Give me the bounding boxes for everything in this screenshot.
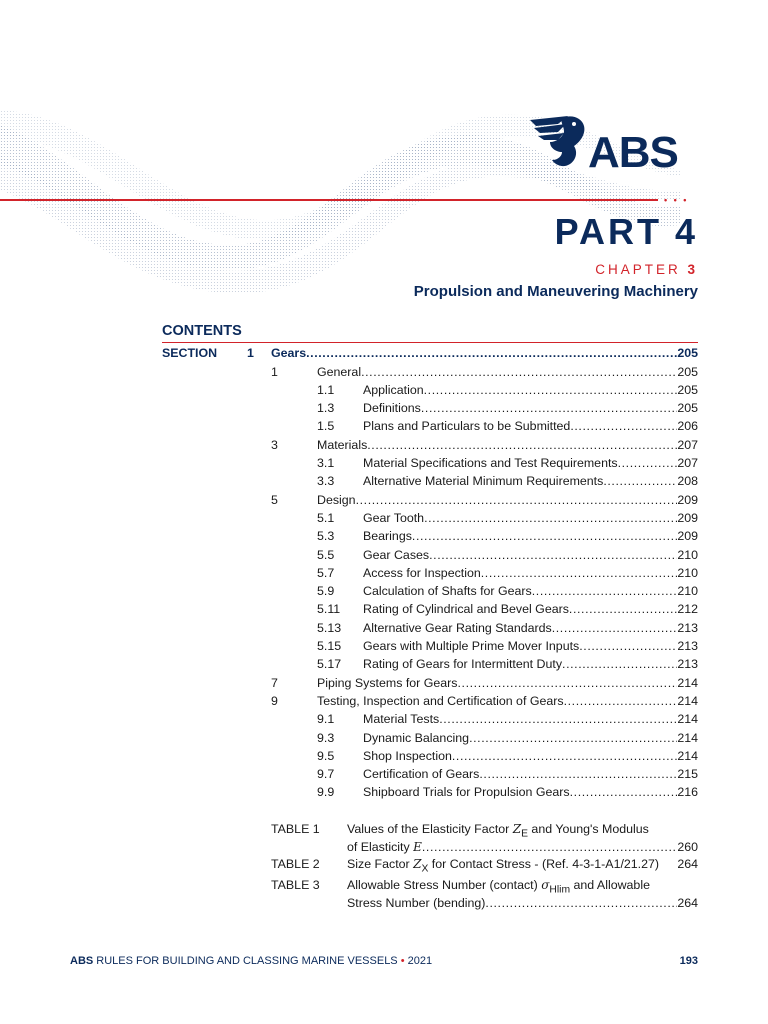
page-footer xyxy=(70,954,432,968)
dot-leader xyxy=(570,417,677,435)
toc-entry-row[interactable] xyxy=(0,747,768,765)
toc-entry-number: 1.5 xyxy=(317,419,335,434)
toc-entry-number: 1.3 xyxy=(317,401,335,416)
toc-entry-row[interactable] xyxy=(0,600,768,618)
toc-entry-title-leader xyxy=(317,491,698,509)
toc-entry-page: 205 xyxy=(677,382,698,397)
toc-entry-row[interactable] xyxy=(0,783,768,801)
header-red-rule xyxy=(0,199,658,201)
toc-entry-row[interactable] xyxy=(0,381,768,399)
table-title-text: Stress Number (bending) xyxy=(347,896,486,910)
toc-entry-title-leader xyxy=(363,399,698,417)
toc-entry-page: 212 xyxy=(677,602,698,617)
toc-entry-page: 213 xyxy=(677,657,698,672)
table-entry-line2-leader xyxy=(347,894,698,912)
toc-entry-page: 206 xyxy=(677,419,698,434)
dot-leader xyxy=(579,637,677,655)
dot-leader xyxy=(618,454,678,472)
table-title-symbol: Z xyxy=(512,822,522,836)
toc-entry-title-leader xyxy=(317,436,698,454)
table-entry-line2-leader xyxy=(347,838,698,856)
table-title-line xyxy=(347,822,649,840)
toc-entry-title: Bearings xyxy=(363,529,412,544)
toc-entry-title: Dynamic Balancing xyxy=(363,730,470,745)
toc-entry-page: 215 xyxy=(677,767,698,782)
toc-entry-number: 5.5 xyxy=(317,547,335,562)
dot-leader xyxy=(306,344,677,362)
table-title-subscript: X xyxy=(421,863,429,873)
toc-entry-row[interactable] xyxy=(0,454,768,472)
toc-entry-number: 7 xyxy=(271,675,278,690)
toc-entry-title: Calculation of Shafts for Gears xyxy=(363,584,532,599)
toc-entry-row[interactable] xyxy=(0,765,768,783)
toc-entry-title-leader xyxy=(363,619,698,637)
toc-entry-row[interactable] xyxy=(0,546,768,564)
toc-entry-title-leader xyxy=(363,710,698,728)
toc-entry-title: Certification of Gears xyxy=(363,767,480,782)
toc-entry-page: 209 xyxy=(677,529,698,544)
toc-entry-title: Plans and Particulars to be Submitted xyxy=(363,419,571,434)
toc-entry-number: 5.15 xyxy=(317,639,342,653)
dot-leader xyxy=(569,600,677,618)
toc-entry-row[interactable] xyxy=(0,637,768,655)
toc-entry-page: 209 xyxy=(677,510,698,525)
toc-entry-number: 5.9 xyxy=(317,584,335,599)
table-page: 264 xyxy=(677,857,698,871)
footer-text: RULES FOR BUILDING AND CLASSING MARINE VESSELS xyxy=(93,955,401,967)
contents-red-rule xyxy=(162,342,698,343)
toc-entry-number: 5.17 xyxy=(317,657,342,672)
toc-entry-number: 1.1 xyxy=(317,382,335,397)
toc-entry-title: Shipboard Trials for Propulsion Gears xyxy=(363,785,570,800)
toc-entry-title-leader xyxy=(363,637,698,655)
toc-entry-page: 209 xyxy=(677,492,698,507)
toc-entry-row[interactable] xyxy=(0,710,768,728)
toc-entry-number: 9.5 xyxy=(317,748,335,763)
toc-entry-row[interactable] xyxy=(0,527,768,545)
page-number: 193 xyxy=(679,955,698,967)
table-page: 264 xyxy=(677,896,698,910)
toc-entry-title: Application xyxy=(363,382,424,397)
toc-entry-title-leader xyxy=(363,417,698,435)
contents-heading: CONTENTS xyxy=(162,323,242,339)
toc-entry-title-leader xyxy=(363,655,698,673)
toc-entry-title-leader xyxy=(363,747,698,765)
toc-entry-number: 3.1 xyxy=(317,456,335,470)
section-number: 1 xyxy=(247,346,254,360)
toc-entry-page: 213 xyxy=(677,639,698,653)
table-page: 260 xyxy=(677,840,698,854)
toc-entry-row[interactable] xyxy=(0,564,768,582)
toc-entry-title: Testing, Inspection and Certification of Gears xyxy=(317,693,564,708)
toc-section-row[interactable] xyxy=(0,344,768,362)
part-title: PART 4 xyxy=(554,211,698,252)
toc-entry-row[interactable] xyxy=(0,674,768,692)
toc-entry-title-leader xyxy=(363,564,698,582)
toc-entry-page: 214 xyxy=(677,693,698,708)
dot-leader xyxy=(570,783,678,801)
toc-entry-row[interactable] xyxy=(0,363,768,381)
table-title-text: of Elasticity xyxy=(347,840,414,854)
table-title-symbol: σ xyxy=(541,878,550,892)
toc-entry-row[interactable] xyxy=(0,582,768,600)
section-title: Gears xyxy=(271,346,307,360)
table-entry-row[interactable] xyxy=(347,876,698,894)
toc-entry-row[interactable] xyxy=(0,399,768,417)
table-title-subscript: Hlim xyxy=(549,884,571,896)
table-label: TABLE 3 xyxy=(271,878,320,892)
toc-entry-title-leader xyxy=(363,546,698,564)
toc-entry-number: 9.1 xyxy=(317,712,335,727)
dot-leader xyxy=(422,838,677,856)
toc-entry-number: 9.7 xyxy=(317,767,335,782)
toc-entry-row[interactable] xyxy=(0,509,768,527)
toc-entry-title-leader xyxy=(363,729,698,747)
toc-entry-title-leader xyxy=(363,600,698,618)
toc-entry-page: 214 xyxy=(677,748,698,763)
toc-entry-title-leader xyxy=(363,582,698,600)
dot-leader xyxy=(532,582,678,600)
section-title-leader xyxy=(271,344,698,362)
toc-entry-title-leader xyxy=(317,363,698,381)
table-title-symbol: E xyxy=(413,840,422,854)
dot-leader xyxy=(603,472,677,490)
toc-entry-page: 213 xyxy=(677,620,698,635)
table-title-line xyxy=(347,878,650,896)
toc-entry-row[interactable] xyxy=(0,729,768,747)
dot-leader xyxy=(424,509,677,527)
table-label: TABLE 2 xyxy=(271,857,320,871)
toc-entry-title-leader xyxy=(363,454,698,472)
section-label: SECTION xyxy=(162,346,218,360)
toc-entry-title: Shop Inspection xyxy=(363,748,452,763)
toc-entry-title: Gears with Multiple Prime Mover Inputs xyxy=(363,639,580,653)
table-title-text: and Young's Modulus xyxy=(527,822,649,836)
dot-leader xyxy=(552,619,678,637)
toc-entry-page: 214 xyxy=(677,730,698,745)
toc-entry-title-leader xyxy=(363,783,698,801)
footer-bullet: • xyxy=(400,955,405,967)
table-title-subscript: E xyxy=(521,828,528,840)
toc-entry-title-leader xyxy=(363,527,698,545)
dot-leader xyxy=(457,674,677,692)
toc-entry-number: 5.3 xyxy=(317,529,335,544)
toc-entry-number: 5.1 xyxy=(317,510,335,525)
dot-leader xyxy=(481,564,678,582)
toc-entry-number: 9.9 xyxy=(317,785,335,800)
table-entry-row[interactable] xyxy=(347,820,698,838)
toc-entry-page: 214 xyxy=(677,712,698,727)
table-entry-row[interactable] xyxy=(347,855,698,873)
dot-leader xyxy=(421,399,677,417)
toc-entry-title: Access for Inspection xyxy=(363,565,481,580)
table-title-text xyxy=(347,838,422,856)
toc-entry-page: 205 xyxy=(677,401,698,416)
toc-entry-page: 214 xyxy=(677,675,698,690)
toc-entry-page: 216 xyxy=(677,785,698,800)
toc-entry-title: Alternative Gear Rating Standards xyxy=(363,620,552,635)
toc-entry-number: 5 xyxy=(271,492,278,507)
dot-leader xyxy=(479,765,677,783)
toc-entry-title: Piping Systems for Gears xyxy=(317,675,458,690)
toc-entry-title-leader xyxy=(317,674,698,692)
toc-entry-title-leader xyxy=(317,692,698,710)
dot-leader xyxy=(562,655,677,673)
toc-entry-page: 207 xyxy=(677,456,698,470)
toc-entry-title: General xyxy=(317,364,362,379)
toc-entry-title: Material Tests xyxy=(363,712,440,727)
table-label: TABLE 1 xyxy=(271,822,320,836)
header-red-dots: • • • xyxy=(664,195,689,205)
toc-entry-row[interactable] xyxy=(0,472,768,490)
toc-entry-page: 208 xyxy=(677,474,698,489)
dot-leader xyxy=(361,363,677,381)
toc-entry-number: 5.7 xyxy=(317,565,335,580)
toc-entry-row[interactable] xyxy=(0,491,768,509)
spacer xyxy=(659,855,677,873)
table-title-text xyxy=(347,894,485,912)
table-title-text: Size Factor xyxy=(347,857,414,871)
chapter-title: Propulsion and Maneuvering Machinery xyxy=(413,283,698,300)
dot-leader xyxy=(356,491,678,509)
dot-leader xyxy=(412,527,677,545)
toc-entry-page: 210 xyxy=(677,584,698,599)
toc-entry-page: 210 xyxy=(677,565,698,580)
dot-leader xyxy=(429,546,677,564)
toc-entry-title: Rating of Cylindrical and Bevel Gears xyxy=(363,602,569,617)
abs-logo-text: ABS xyxy=(588,128,678,177)
toc-entry-page: 210 xyxy=(677,547,698,562)
toc-entry-title-leader xyxy=(363,765,698,783)
toc-entry-number: 5.11 xyxy=(317,602,341,617)
toc-entry-number: 3 xyxy=(271,437,278,452)
toc-entry-row[interactable] xyxy=(0,417,768,435)
table-title-text: Values of the Elasticity Factor xyxy=(347,822,513,836)
toc-entry-number: 5.13 xyxy=(317,620,342,635)
table-title-line xyxy=(347,855,659,873)
toc-entry-number: 9.3 xyxy=(317,730,335,745)
toc-entry-title: Rating of Gears for Intermittent Duty xyxy=(363,657,563,672)
toc-entry-title: Gear Tooth xyxy=(363,510,425,525)
toc-entry-title-leader xyxy=(363,381,698,399)
table-title-text: and Allowable xyxy=(570,878,650,892)
toc-entry-title: Materials xyxy=(317,437,368,452)
toc-entry-page: 205 xyxy=(677,364,698,379)
toc-entry-row[interactable] xyxy=(0,436,768,454)
dot-leader xyxy=(367,436,677,454)
toc-entry-title-leader xyxy=(363,472,698,490)
table-title-text: for Contact Stress - (Ref. 4-3-1-A1/21.27) xyxy=(428,857,660,871)
dot-leader xyxy=(452,747,677,765)
toc-entry-number: 9 xyxy=(271,693,278,708)
toc-entry-title: Gear Cases xyxy=(363,547,430,562)
footer-year: 2021 xyxy=(404,955,433,967)
section-page: 205 xyxy=(677,346,698,360)
toc-entry-row[interactable] xyxy=(0,655,768,673)
chapter-number: 3 xyxy=(687,262,698,277)
footer-brand: ABS xyxy=(70,955,94,967)
toc-entry-row[interactable] xyxy=(0,692,768,710)
toc-entry-number: 1 xyxy=(271,364,278,379)
toc-entry-title: Material Specifications and Test Requirements xyxy=(363,456,618,470)
toc-entry-number: 3.3 xyxy=(317,474,335,489)
toc-entry-page: 207 xyxy=(677,437,698,452)
dot-leader xyxy=(564,692,678,710)
dot-leader xyxy=(469,729,677,747)
dot-leader xyxy=(439,710,677,728)
table-title-symbol: Z xyxy=(413,857,422,871)
dot-leader xyxy=(424,381,678,399)
toc-entry-title: Design xyxy=(317,492,356,507)
toc-entry-row[interactable] xyxy=(0,619,768,637)
toc-entry-title-leader xyxy=(363,509,698,527)
chapter-label: CHAPTER 3 xyxy=(595,262,698,277)
table-title-text: Allowable Stress Number (contact) xyxy=(347,878,542,892)
toc-entry-title: Alternative Material Minimum Requirements xyxy=(363,474,604,489)
toc-entry-title: Definitions xyxy=(363,401,421,416)
dot-leader xyxy=(485,894,677,912)
